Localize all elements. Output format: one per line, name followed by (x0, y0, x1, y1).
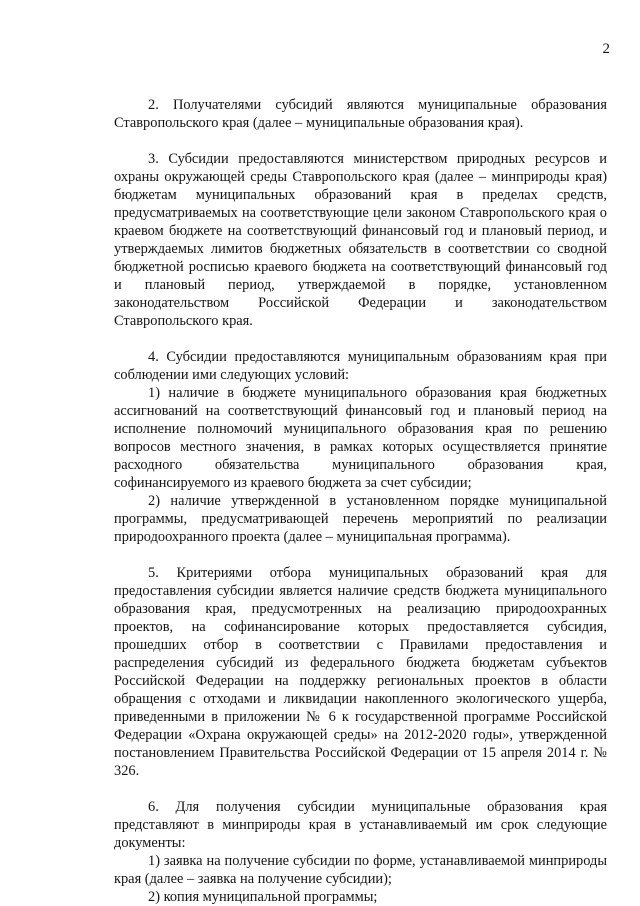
paragraph-4-item-1: 1) наличие в бюджете муниципального образования края бюджетных ассигнований на соответствующий финансовый год и плановый период на исполнение полномочий муниципального образования края по решению вопросов местного значения, в рамках которых осуществляется принятие расходного обязательства муниципального образования края, софинансируемого из краевого бюджета за счет субсидии; (114, 385, 607, 491)
paragraph-6: 6. Для получения субсидии муниципальные образования края представляют в минприроды края в устанавливаемый им срок следующие документы: (114, 799, 607, 851)
paragraph-6-item-1: 1) заявка на получение субсидии по форме, устанавливаемой минприроды края (далее – заявка на получение субсидии); (114, 853, 607, 887)
paragraph-5: 5. Критериями отбора муниципальных образований края для предоставления субсидии является наличие средств бюджета муниципального образования края, предусмотренных на реализацию природоохранных проектов, на софинансирование которых предоставляется субсидия, прошедших отбор в соответствии с Правилами предоставления и распределения субсидий из федерального бюджета бюджетам субъектов Российской Федерации на поддержку региональных проектов в области обращения с отходами и ликвидации накопленного экологического ущерба, приведенными в приложении № 6 к государственной программе Российской Федерации «Охрана окружающей среды» на 2012-2020 годы», утвержденной постановлением Правительства Российской Федерации от 15 апреля 2014 г. № 326. (114, 565, 607, 779)
paragraph-4-item-2: 2) наличие утвержденной в установленном порядке муниципальной программы, предусматривающей перечень мероприятий по реализации природоохранного проекта (далее – муниципальная программа). (114, 493, 607, 545)
paragraph-3: 3. Субсидии предоставляются министерством природных ресурсов и охраны окружающей среды Ставропольского края (далее – минприроды края) бюджетам муниципальных образований края в пределах средств, предусматриваемых на соответствующие цели законом Ставропольского края о краевом бюджете на соответствующий финансовый год и плановый период, и утверждаемых лимитов бюджетных обязательств в соответствии со сводной бюджетной росписью краевого бюджета на соответствующий финансовый год и плановый период, утверждаемой в порядке, установленном законодательством Российской Федерации и законодательством Ставропольского края. (114, 151, 607, 329)
paragraph-6-item-2: 2) копия муниципальной программы; (148, 889, 378, 905)
paragraph-4: 4. Субсидии предоставляются муниципальным образованиям края при соблюдении ими следующих условий: (114, 349, 607, 383)
document-body (114, 96, 607, 906)
paragraph-2: 2. Получателями субсидий являются муниципальные образования Ставропольского края (далее – муниципальные образования края). (114, 97, 607, 131)
page-number: 2 (602, 41, 610, 57)
